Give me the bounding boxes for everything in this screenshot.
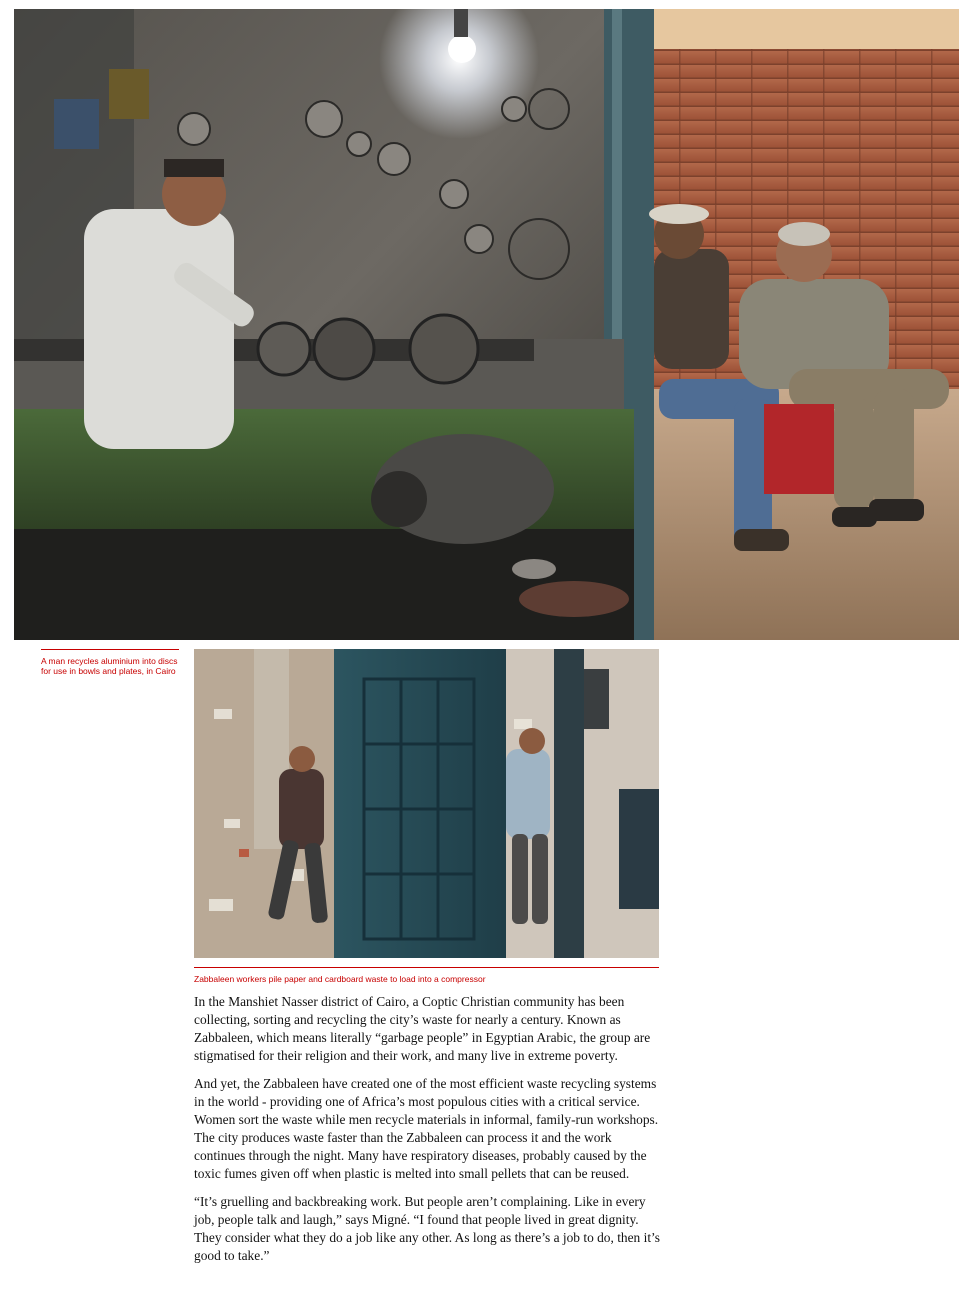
hero-photo [14,9,959,640]
inset-photo-caption: Zabbaleen workers pile paper and cardboard waste to load into a compressor [194,967,659,984]
hero-photo-caption: A man recycles aluminium into discs for use in bowls and plates, in Cairo [41,649,179,676]
article-paragraph-2: And yet, the Zabbaleen have created one of the most efficient waste recycling systems in the world - providing one of Africa’s most populous cities with a critical service. Women sort the waste while men recycle materials in informal, family-run workshops. The city produces waste faster than the Zabbaleen can process it and the work continues through the night. Many have respiratory diseases, probably caused by the toxic fumes given off when plastic is melted into small pellets that can be reused. [194,1076,659,1181]
inset-photo [194,649,659,958]
article-body [194,993,662,1275]
article-paragraph-3: “It’s gruelling and backbreaking work. But people aren’t complaining. Like in every job, people talk and laugh,” says Migné. “I found that people lived in great dignity. They consider what they do a job like any other. As long as there’s a job to do, then it’s good to take.” [194,1194,660,1263]
article-paragraph-1: In the Manshiet Nasser district of Cairo, a Coptic Christian community has been collecting, sorting and recycling the city’s waste for nearly a century. Known as Zabbaleen, which means literally “garbage people” in Egyptian Arabic, the group are stigmatised for their religion and their work, and many live in extreme poverty. [194,994,651,1063]
